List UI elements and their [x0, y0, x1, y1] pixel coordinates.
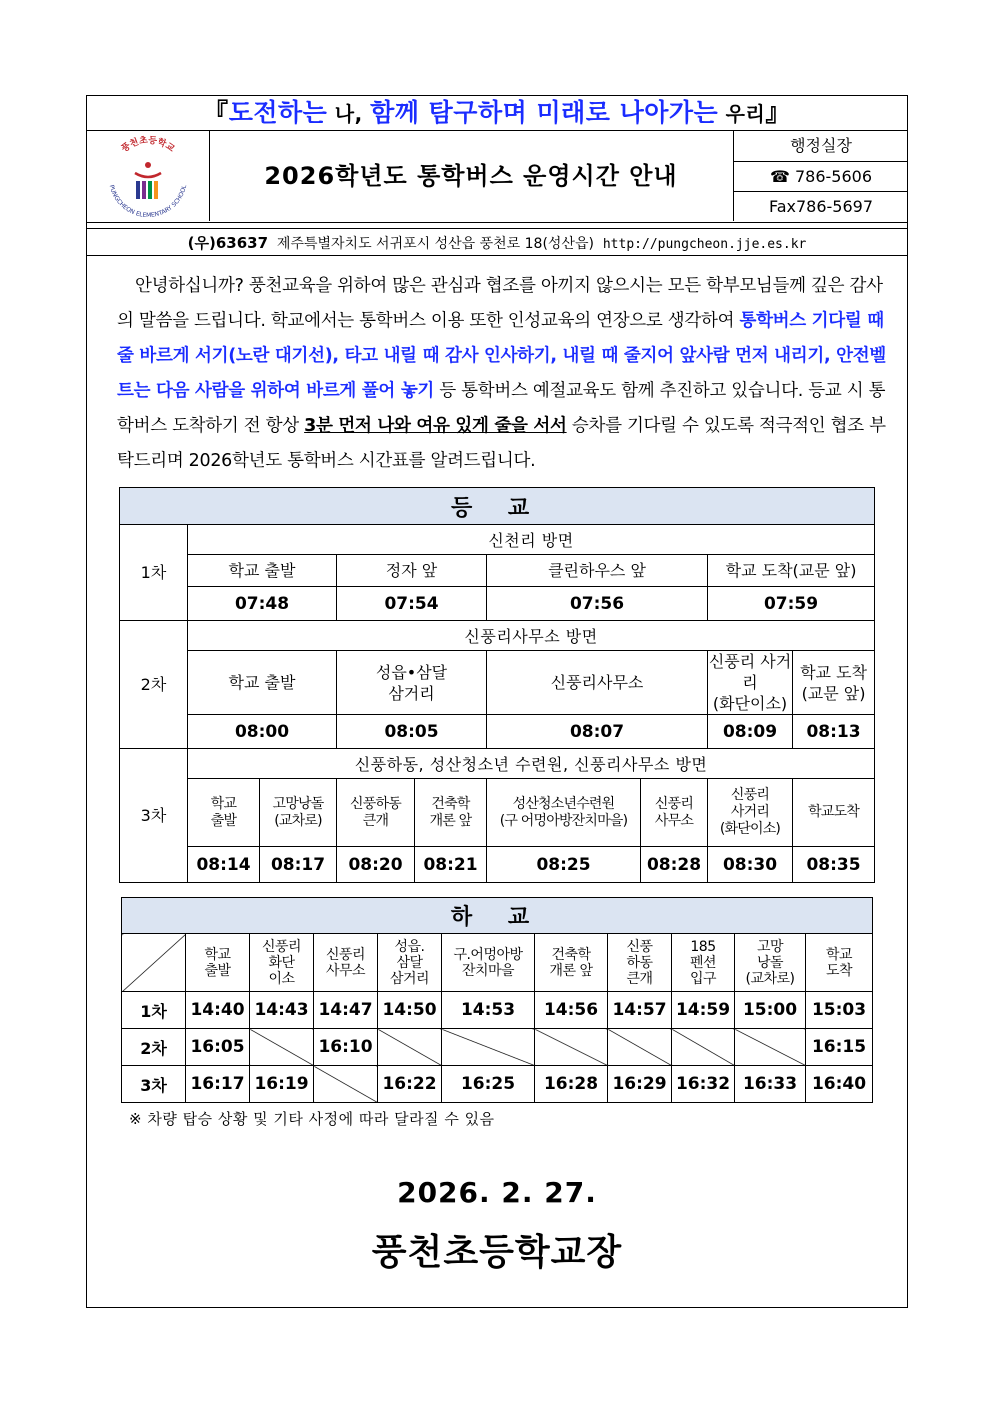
intro-emphasis-three-minutes: 3분 먼저 나와 여유 있게 줄을 서서 — [304, 416, 567, 436]
stop-header-line: 큰개 — [626, 970, 653, 987]
stop-time: 16:28 — [535, 1066, 608, 1103]
stop-time: 14:53 — [442, 992, 535, 1029]
intro-text-1: 안녕하십니까? 풍천교육을 위하여 많은 관심과 협조를 아끼지 않으시는 모든 학부모님들께 깊은 감사의 말씀을 드립니다. 학교에서는 통학버스 이용 또한 인성교육의 연장으로 생각하여 — [117, 276, 883, 331]
phone-number: ☎ 786-5606 — [734, 161, 908, 191]
stop-name-line: 성산청소년수련원 — [512, 795, 615, 812]
stop-name: 신풍리사무소 — [487, 651, 708, 715]
schedule-note: ※ 차량 탑승 상황 및 기타 사정에 따라 달라질 수 있음 — [129, 1110, 495, 1128]
stop-time: 16:25 — [442, 1066, 535, 1103]
school-logo — [87, 131, 210, 221]
stop-header-line: 성읍. — [394, 938, 425, 955]
logo-bottom-text: PUNGCHEON ELEMENTARY SCHOOL — [107, 184, 189, 220]
document-header — [87, 130, 907, 223]
no-stop-cell — [735, 1029, 806, 1066]
intro-text-2: 등 통학버스 예절교육도 함께 추진하고 있습니다. 등교 시 통학버스 도착하기 전 항상 — [117, 381, 886, 436]
stop-header — [378, 934, 442, 992]
stop-time: 08:00 — [188, 715, 337, 749]
intro-emphasis-etiquette: 통학버스 기다릴 때 줄 바르게 서기(노란 대기선), 타고 내릴 때 감사 인사하기, 내릴 때 줄지어 앞사람 먼저 내리기, 안전벨트는 다음 사람을 위하여 바르게 풀어 놓기 — [117, 311, 886, 401]
intro-paragraph — [117, 269, 887, 479]
stop-time: 08:13 — [793, 715, 875, 749]
stop-name-line: 신풍하동 — [350, 795, 401, 812]
stop-name-line: 성읍•삼달 — [375, 662, 448, 682]
stop-time: 16:29 — [608, 1066, 672, 1103]
stop-time: 16:05 — [186, 1029, 250, 1066]
header-corner-cell — [122, 934, 186, 992]
stop-header — [672, 934, 735, 992]
stop-header-line: 잔치마을 — [461, 962, 515, 979]
stop-time: 08:28 — [641, 847, 708, 883]
stop-header-line: 건축학 — [551, 946, 591, 963]
stop-time: 16:19 — [250, 1066, 314, 1103]
stop-name: 학교도착 — [793, 779, 875, 847]
stop-time: 08:07 — [487, 715, 708, 749]
stop-time: 07:48 — [188, 587, 337, 621]
stop-name — [415, 779, 487, 847]
slogan-part-2: 나, — [327, 102, 371, 126]
route-name: 신풍하동, 성산청소년 수련원, 신풍리사무소 방면 — [188, 749, 875, 779]
stop-name — [641, 779, 708, 847]
slogan-open-bracket: 『 — [203, 98, 229, 127]
morning-section-title: 등 교 — [120, 488, 875, 525]
stop-header-line: 낭돌 — [756, 954, 784, 971]
stop-name: 학교 출발 — [188, 555, 337, 587]
stop-header — [535, 934, 608, 992]
stop-time: 16:10 — [314, 1029, 378, 1066]
stop-time: 14:43 — [250, 992, 314, 1029]
stop-header-line: 하동 — [626, 954, 653, 971]
stop-time: 08:30 — [708, 847, 793, 883]
stop-time: 15:03 — [806, 992, 873, 1029]
stop-header-line: 신풍 — [626, 938, 653, 955]
stop-name: 학교 출발 — [188, 651, 337, 715]
stop-header-line: 신풍리 — [261, 938, 302, 955]
zip-code: (우)63637 — [187, 234, 269, 252]
principal-signature: 풍천초등학교장 — [371, 1232, 623, 1273]
stop-name-line: 학교 도착 — [800, 662, 867, 682]
stop-name-line: 사거리 — [730, 804, 770, 820]
stop-name — [487, 779, 641, 847]
stop-header-line: 펜션 — [689, 954, 717, 971]
no-stop-cell — [535, 1029, 608, 1066]
route-name: 신천리 방면 — [188, 525, 875, 555]
stop-time: 16:33 — [735, 1066, 806, 1103]
no-stop-cell — [442, 1029, 535, 1066]
stop-header-line: 출발 — [204, 962, 231, 979]
stop-header-line: 학교 — [204, 946, 231, 963]
stop-name-line: (교문 앞) — [801, 683, 866, 703]
stop-name — [708, 651, 793, 715]
stop-time: 16:22 — [378, 1066, 442, 1103]
stop-name-line: 신풍리 — [730, 787, 770, 803]
school-address — [87, 228, 907, 256]
street-address: 제주특별자치도 서귀포시 성산읍 풍천로 18(성산읍) — [276, 236, 594, 252]
stop-name — [260, 779, 337, 847]
stop-header-line: 구.어멍아방 — [453, 946, 523, 963]
stop-name — [793, 651, 875, 715]
stop-time: 16:40 — [806, 1066, 873, 1103]
route-name: 신풍리사무소 방면 — [188, 621, 875, 651]
stop-header — [314, 934, 378, 992]
stop-name-line: (구 어멍아방잔치마을) — [499, 812, 628, 829]
stop-name-line: 신풍리 사거리 — [708, 652, 792, 692]
stop-name-line: 개론 앞 — [429, 812, 472, 829]
notice-frame — [86, 95, 908, 1308]
stop-time: 08:09 — [708, 715, 793, 749]
stop-time: 08:14 — [188, 847, 260, 883]
stop-name: 정자 앞 — [337, 555, 487, 587]
stop-header — [735, 934, 806, 992]
issue-date: 2026. 2. 27. — [397, 1176, 597, 1209]
stop-header-line: 신풍리 — [325, 946, 366, 963]
stop-time: 16:17 — [186, 1066, 250, 1103]
no-stop-cell — [250, 1029, 314, 1066]
stop-name-line: (교차로) — [274, 812, 322, 829]
stop-time: 16:32 — [672, 1066, 735, 1103]
school-url: http://pungcheon.jje.es.kr — [602, 237, 807, 252]
stop-header-line: 삼달 — [396, 954, 423, 971]
afternoon-schedule-table — [121, 897, 873, 1103]
stop-time: 14:50 — [378, 992, 442, 1029]
stop-time: 14:56 — [535, 992, 608, 1029]
school-emblem-icon — [87, 131, 209, 221]
stop-header — [608, 934, 672, 992]
stop-time: 08:35 — [793, 847, 875, 883]
morning-schedule-table — [119, 487, 875, 883]
stop-name — [188, 779, 260, 847]
no-stop-cell — [378, 1029, 442, 1066]
stop-header-line: (교차로) — [745, 970, 795, 987]
slogan-part-4: 우리 — [718, 102, 766, 126]
stop-time: 08:20 — [337, 847, 415, 883]
stop-name — [337, 779, 415, 847]
stop-name-line: (화단이소) — [719, 821, 781, 837]
fax-number: Fax786-5697 — [734, 191, 908, 221]
run-label: 2차 — [122, 1029, 186, 1066]
stop-time: 15:00 — [735, 992, 806, 1029]
no-stop-cell — [314, 1066, 378, 1103]
stop-time: 08:05 — [337, 715, 487, 749]
stop-name-line: 사무소 — [654, 812, 694, 829]
afternoon-section-title: 하 교 — [122, 898, 873, 934]
stop-header-line: 개론 앞 — [549, 962, 593, 979]
document-title: 2026학년도 통학버스 운영시간 안내 — [264, 162, 678, 190]
stop-time: 14:57 — [608, 992, 672, 1029]
office-label: 행정실장 — [790, 136, 852, 155]
slogan-close-bracket: 』 — [765, 98, 791, 127]
school-slogan — [87, 96, 907, 130]
stop-time: 16:15 — [806, 1029, 873, 1066]
stop-header-line: 화단 — [268, 954, 295, 971]
run-label: 1차 — [122, 992, 186, 1029]
no-stop-cell — [672, 1029, 735, 1066]
stop-header-line: 삼거리 — [389, 970, 430, 987]
stop-name-line: 건축학 — [431, 795, 470, 812]
run-label: 2차 — [120, 621, 188, 749]
run-label: 1차 — [120, 525, 188, 621]
contact-box — [733, 131, 908, 221]
stop-time: 07:56 — [487, 587, 708, 621]
stop-time: 14:40 — [186, 992, 250, 1029]
stop-name-line: 신풍리 — [654, 795, 694, 812]
run-label: 3차 — [122, 1066, 186, 1103]
intro-text-3: 승차를 기다릴 수 있도록 적극적인 협조 부탁드리며 2026학년도 통학버스 시간표를 알려드립니다. — [117, 416, 886, 471]
stop-header — [250, 934, 314, 992]
stop-header — [806, 934, 873, 992]
stop-header-line: 입구 — [689, 970, 717, 987]
stop-header-line: 고망 — [756, 938, 784, 955]
stop-header — [186, 934, 250, 992]
stop-name — [708, 779, 793, 847]
stop-name: 학교 도착(교문 앞) — [708, 555, 875, 587]
run-label: 3차 — [120, 749, 188, 883]
stop-name — [337, 651, 487, 715]
stop-header-line: 185 — [690, 938, 716, 955]
slogan-part-1: 도전하는 — [228, 98, 328, 127]
stop-header-line: 이소 — [268, 970, 295, 987]
svg-text:풍천초등학교 — [119, 135, 176, 155]
stop-time: 08:17 — [260, 847, 337, 883]
stop-header-line: 사무소 — [325, 962, 366, 979]
stop-name-line: (화단이소) — [712, 694, 788, 713]
stop-header-line: 도착 — [825, 962, 853, 979]
stop-time: 08:25 — [487, 847, 641, 883]
stop-time: 14:59 — [672, 992, 735, 1029]
stop-name-line: 삼거리 — [388, 683, 435, 703]
stop-header — [442, 934, 535, 992]
stop-time: 08:21 — [415, 847, 487, 883]
stop-name-line: 학교 — [210, 795, 237, 812]
no-stop-cell — [608, 1029, 672, 1066]
stop-name: 클린하우스 앞 — [487, 555, 708, 587]
stop-header-line: 학교 — [825, 946, 853, 963]
stop-name-line: 고망낭돌 — [272, 795, 324, 812]
stop-time: 14:47 — [314, 992, 378, 1029]
slogan-part-3: 함께 탐구하며 미래로 나아가는 — [370, 98, 719, 127]
stop-time: 07:59 — [708, 587, 875, 621]
stop-time: 07:54 — [337, 587, 487, 621]
stop-name-line: 출발 — [210, 812, 237, 829]
stop-name-line: 큰개 — [362, 812, 389, 829]
logo-top-text: 풍천초등학교 — [119, 135, 177, 155]
